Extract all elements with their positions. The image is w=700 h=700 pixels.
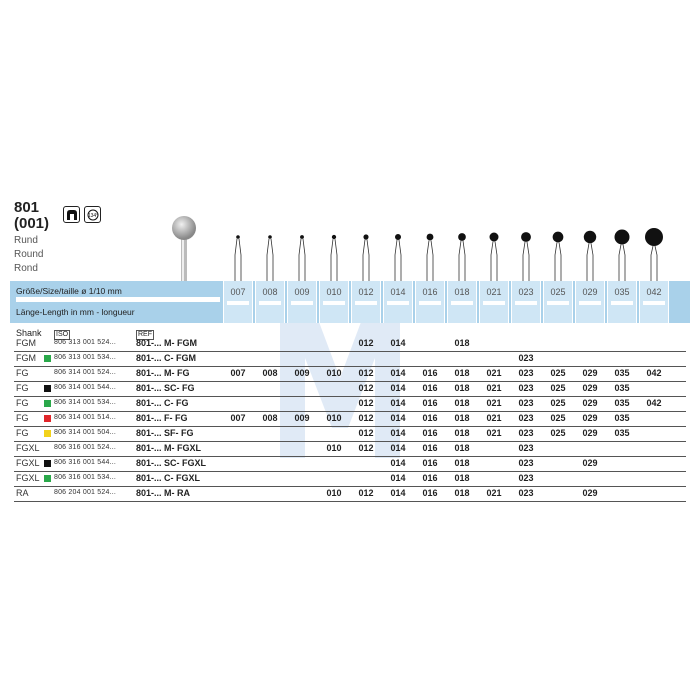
iso-number: 806 314 001 544... [54, 384, 116, 391]
size-value: 014 [390, 338, 406, 348]
shank-type: FG [16, 398, 29, 408]
iso-column-header: ISO [56, 331, 69, 338]
size-value: 018 [454, 428, 470, 438]
size-value: 025 [550, 428, 566, 438]
size-value: 018 [454, 473, 470, 483]
size-value: 012 [358, 428, 374, 438]
size-label-016: 016 [422, 287, 438, 297]
size-value: 023 [518, 458, 534, 468]
size-value: 016 [422, 458, 438, 468]
size-value: 016 [422, 383, 438, 393]
size-label-029: 029 [582, 287, 598, 297]
bur-drawing-010 [331, 235, 337, 281]
size-cell-012 [351, 281, 381, 323]
size-value: 016 [422, 428, 438, 438]
ref-number: 801-... C- FGM [136, 353, 197, 363]
size-cell-042 [639, 281, 669, 323]
ref-number: 801-... C- FG [136, 398, 189, 408]
size-value: 025 [550, 368, 566, 378]
size-label-023: 023 [518, 287, 534, 297]
size-value: 025 [550, 413, 566, 423]
size-value: 029 [582, 488, 598, 498]
size-value: 014 [390, 428, 406, 438]
size-value: 018 [454, 338, 470, 348]
size-cell-029 [575, 281, 605, 323]
size-value: 009 [294, 368, 310, 378]
table-row [14, 381, 686, 397]
size-value: 014 [390, 488, 406, 498]
bur-drawing-029 [584, 231, 596, 281]
bur-drawing-012 [363, 234, 369, 281]
shank-type: FGXL [16, 473, 40, 483]
bur-drawing-009 [299, 235, 305, 281]
size-value: 029 [582, 383, 598, 393]
iso-number: 806 314 001 504... [54, 429, 116, 436]
table-row [14, 471, 686, 487]
size-cell-016 [415, 281, 445, 323]
size-value: 014 [390, 413, 406, 423]
size-value: 018 [454, 368, 470, 378]
size-value: 012 [358, 368, 374, 378]
bur-drawing-025 [553, 232, 564, 281]
size-value: 014 [390, 443, 406, 453]
size-value: 007 [230, 368, 246, 378]
size-drawings [0, 212, 700, 281]
size-value: 021 [486, 413, 502, 423]
iso-number: 806 314 001 524... [54, 369, 116, 376]
size-value: 010 [326, 413, 342, 423]
size-value: 035 [614, 398, 630, 408]
bur-drawing-014 [395, 234, 401, 281]
bur-drawing-016 [427, 234, 434, 281]
shank-type: FGM [16, 338, 36, 348]
size-label-012: 012 [358, 287, 374, 297]
size-value: 012 [358, 383, 374, 393]
table-row [14, 441, 686, 457]
bur-drawing-035 [615, 230, 630, 282]
bur-drawing-007 [235, 235, 241, 281]
size-value: 042 [646, 398, 662, 408]
size-cell-023 [511, 281, 541, 323]
ref-number: 801-... M- FGM [136, 338, 198, 348]
size-value: 016 [422, 413, 438, 423]
iso-number: 806 313 001 524... [54, 339, 116, 346]
svg-text:134°: 134° [87, 212, 98, 219]
size-value: 023 [518, 488, 534, 498]
shank-type: RA [16, 488, 29, 498]
shank-type: FG [16, 428, 29, 438]
ref-number: 801-... M- RA [136, 488, 191, 498]
size-value: 023 [518, 353, 534, 363]
bur-drawing-023 [521, 232, 531, 281]
size-value: 012 [358, 413, 374, 423]
shank-type: FG [16, 368, 29, 378]
size-value: 042 [646, 368, 662, 378]
size-label-009: 009 [294, 287, 310, 297]
table-row [14, 396, 686, 412]
table-row [14, 411, 686, 427]
bur-drawing-021 [490, 233, 499, 282]
size-value: 012 [358, 488, 374, 498]
size-label-035: 035 [614, 287, 630, 297]
model-number: 801 [14, 199, 40, 216]
size-value: 016 [422, 473, 438, 483]
size-value: 008 [262, 413, 278, 423]
iso-number: 806 316 001 534... [54, 474, 116, 481]
shank-type: FG [16, 383, 29, 393]
size-value: 018 [454, 458, 470, 468]
size-value: 035 [614, 383, 630, 393]
size-value: 010 [326, 488, 342, 498]
size-value: 012 [358, 338, 374, 348]
size-value: 025 [550, 398, 566, 408]
ref-number: 801-... SC- FG [136, 383, 195, 393]
size-value: 016 [422, 443, 438, 453]
shank-type: FGXL [16, 458, 40, 468]
size-value: 023 [518, 398, 534, 408]
iso-number: 806 316 001 524... [54, 444, 116, 451]
ref-number: 801-... SF- FG [136, 428, 194, 438]
shank-type: FG [16, 413, 29, 423]
size-value: 029 [582, 398, 598, 408]
grit-color-green [44, 475, 51, 482]
size-value: 021 [486, 368, 502, 378]
size-label-025: 025 [550, 287, 566, 297]
grit-color-red [44, 415, 51, 422]
size-label-010: 010 [326, 287, 342, 297]
iso-number: 806 316 001 544... [54, 459, 116, 466]
size-cell-009 [287, 281, 317, 323]
size-value: 014 [390, 458, 406, 468]
name-de: Rund [14, 235, 38, 246]
size-value: 014 [390, 473, 406, 483]
size-cell-018 [447, 281, 477, 323]
size-value: 021 [486, 488, 502, 498]
iso-number: 806 313 001 534... [54, 354, 116, 361]
size-value: 016 [422, 488, 438, 498]
table-row [14, 336, 686, 352]
size-label-008: 008 [262, 287, 278, 297]
bur-drawing-018 [458, 233, 466, 281]
bur-drawing-042 [645, 228, 663, 281]
size-value: 008 [262, 368, 278, 378]
size-value: 012 [358, 443, 374, 453]
size-value: 029 [582, 428, 598, 438]
size-value: 025 [550, 383, 566, 393]
ref-number: 801-... M- FGXL [136, 443, 202, 453]
size-label-021: 021 [486, 287, 502, 297]
size-value: 023 [518, 383, 534, 393]
size-cell-035 [607, 281, 637, 323]
table-row [14, 486, 686, 502]
iso-number: 806 314 001 514... [54, 414, 116, 421]
name-en: Round [14, 249, 44, 260]
size-value: 016 [422, 398, 438, 408]
shank-column-header: Shank [16, 328, 42, 338]
size-value: 018 [454, 413, 470, 423]
ref-number: 801-... C- FGXL [136, 473, 201, 483]
shank-type: FGXL [16, 443, 40, 453]
ref-number: 801-... M- FG [136, 368, 190, 378]
size-value: 023 [518, 368, 534, 378]
ref-number: 801-... F- FG [136, 413, 188, 423]
bur-drawing-008 [267, 235, 273, 281]
size-value: 021 [486, 383, 502, 393]
size-value: 014 [390, 398, 406, 408]
size-value: 010 [326, 368, 342, 378]
size-value: 018 [454, 383, 470, 393]
grit-color-yellow [44, 430, 51, 437]
size-value: 029 [582, 458, 598, 468]
size-value: 023 [518, 443, 534, 453]
size-value: 023 [518, 473, 534, 483]
iso-number: 806 204 001 524... [54, 489, 116, 496]
name-fr: Rond [14, 263, 38, 274]
size-value: 035 [614, 428, 630, 438]
size-value: 029 [582, 368, 598, 378]
size-cell-014 [383, 281, 413, 323]
size-value: 009 [294, 413, 310, 423]
size-cell-007 [223, 281, 253, 323]
grit-color-black [44, 460, 51, 467]
size-value: 014 [390, 383, 406, 393]
size-value: 023 [518, 413, 534, 423]
model-alt-number: (001) [14, 215, 50, 232]
size-cell-025 [543, 281, 573, 323]
grit-color-green [44, 400, 51, 407]
ref-column-header: REF [138, 331, 152, 338]
size-label: Größe/Size/taille ø 1/10 mm [16, 286, 122, 296]
size-value: 018 [454, 488, 470, 498]
ref-number: 801-... SC- FGXL [136, 458, 207, 468]
size-label-007: 007 [230, 287, 246, 297]
table-row [14, 351, 686, 367]
size-value: 012 [358, 398, 374, 408]
size-value: 021 [486, 428, 502, 438]
iso-number: 806 314 001 534... [54, 399, 116, 406]
size-cell-008 [255, 281, 285, 323]
size-value: 035 [614, 368, 630, 378]
size-value: 021 [486, 398, 502, 408]
size-label-018: 018 [454, 287, 470, 297]
size-value: 010 [326, 443, 342, 453]
table-row [14, 366, 686, 382]
table-row [14, 426, 686, 442]
size-label-014: 014 [390, 287, 406, 297]
header-divider [16, 297, 220, 302]
size-value: 035 [614, 413, 630, 423]
size-label-042: 042 [646, 287, 662, 297]
size-cell-010 [319, 281, 349, 323]
size-value: 018 [454, 443, 470, 453]
size-value: 023 [518, 428, 534, 438]
size-value: 018 [454, 398, 470, 408]
size-value: 029 [582, 413, 598, 423]
size-value: 014 [390, 368, 406, 378]
size-cell-021 [479, 281, 509, 323]
size-value: 007 [230, 413, 246, 423]
table-row [14, 456, 686, 472]
shank-type: FGM [16, 353, 36, 363]
grit-color-green [44, 355, 51, 362]
size-value: 016 [422, 368, 438, 378]
grit-color-black [44, 385, 51, 392]
length-label: Länge-Length in mm - longueur [16, 307, 135, 317]
